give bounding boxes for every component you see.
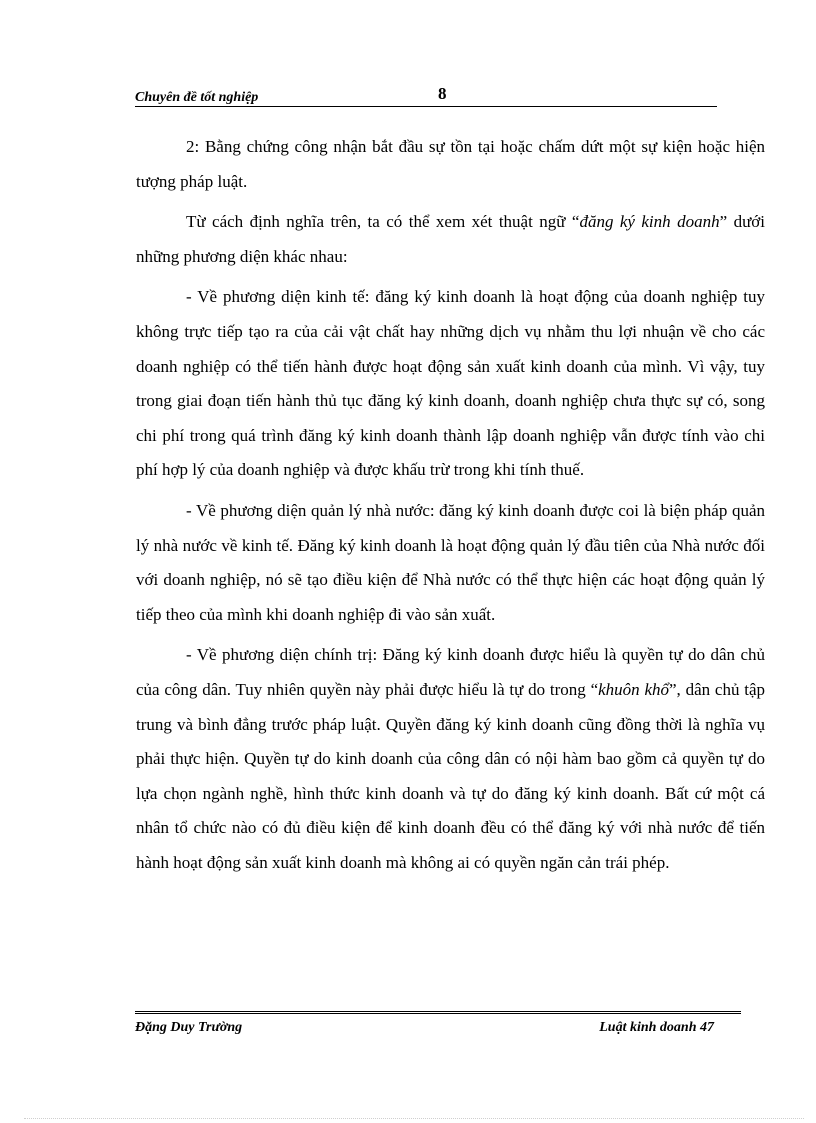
footer-course: Luật kinh doanh 47	[599, 1020, 714, 1035]
page-number: 8	[438, 84, 447, 103]
paragraph: Từ cách định nghĩa trên, ta có thể xem xét thuật ngữ “đăng ký kinh doanh” dưới những phương diện khác nhau:	[136, 212, 765, 266]
page-edge-divider	[24, 1118, 804, 1119]
italic-term: đăng ký kinh doanh	[579, 212, 720, 232]
paragraph: - Về phương diện kinh tế: đăng ký kinh doanh là hoạt động của doanh nghiệp tuy không trực tiếp tạo ra của cải vật chất hay những dịch vụ nhằm thu lợi nhuận về cho các doanh nghiệp có thể tiến hành được hoạt động sản xuất kinh doanh của mình. Vì vậy, tuy trong giai đoạn tiến hành thủ tục đăng ký kinh doanh, doanh nghiệp chưa thực sự có, song chi phí trong quá trình đăng ký kinh doanh thành lập doanh nghiệp vẫn được tính vào chi phí hợp lý của doanh nghiệp và được khấu trừ trong khi tính thuế.	[136, 287, 765, 480]
paragraph: 2: Bằng chứng công nhận bắt đầu sự tồn tại hoặc chấm dứt một sự kiện hoặc hiện tượng pháp luật.	[136, 137, 765, 191]
page-footer	[135, 1011, 741, 1035]
body-text	[136, 130, 765, 886]
footer-author: Đặng Duy Trường	[135, 1020, 243, 1035]
italic-term: khuôn khổ	[598, 679, 669, 699]
paragraph: - Về phương diện chính trị: Đăng ký kinh doanh được hiểu là quyền tự do dân chủ của công dân. Tuy nhiên quyền này phải được hiểu là tự do trong “khuôn khổ”, dân chủ tập trung và bình đẳng trước pháp luật. Quyền đăng ký kinh doanh cũng đồng thời là nghĩa vụ phải thực hiện. Quyền tự do kinh doanh của công dân có nội hàm bao gồm cả quyền tự do lựa chọn ngành nghề, hình thức kinh doanh và tự do đăng ký kinh doanh. Bất cứ một cá nhân tổ chức nào có đủ điều kiện để kinh doanh đều có thể đăng ký với nhà nước để tiến hành hoạt động sản xuất kinh doanh mà không ai có quyền ngăn cản trái phép.	[136, 645, 765, 872]
page-header	[135, 84, 717, 107]
paragraph: - Về phương diện quản lý nhà nước: đăng ký kinh doanh được coi là biện pháp quản lý nhà nước về kinh tế. Đăng ký kinh doanh là hoạt động quản lý đầu tiên của Nhà nước đối với doanh nghiệp, nó sẽ tạo điều kiện để Nhà nước có thể thực hiện các hoạt động quản lý tiếp theo của mình khi doanh nghiệp đi vào sản xuất.	[136, 500, 765, 624]
header-title: Chuyên đề tốt nghiệp	[135, 90, 259, 105]
